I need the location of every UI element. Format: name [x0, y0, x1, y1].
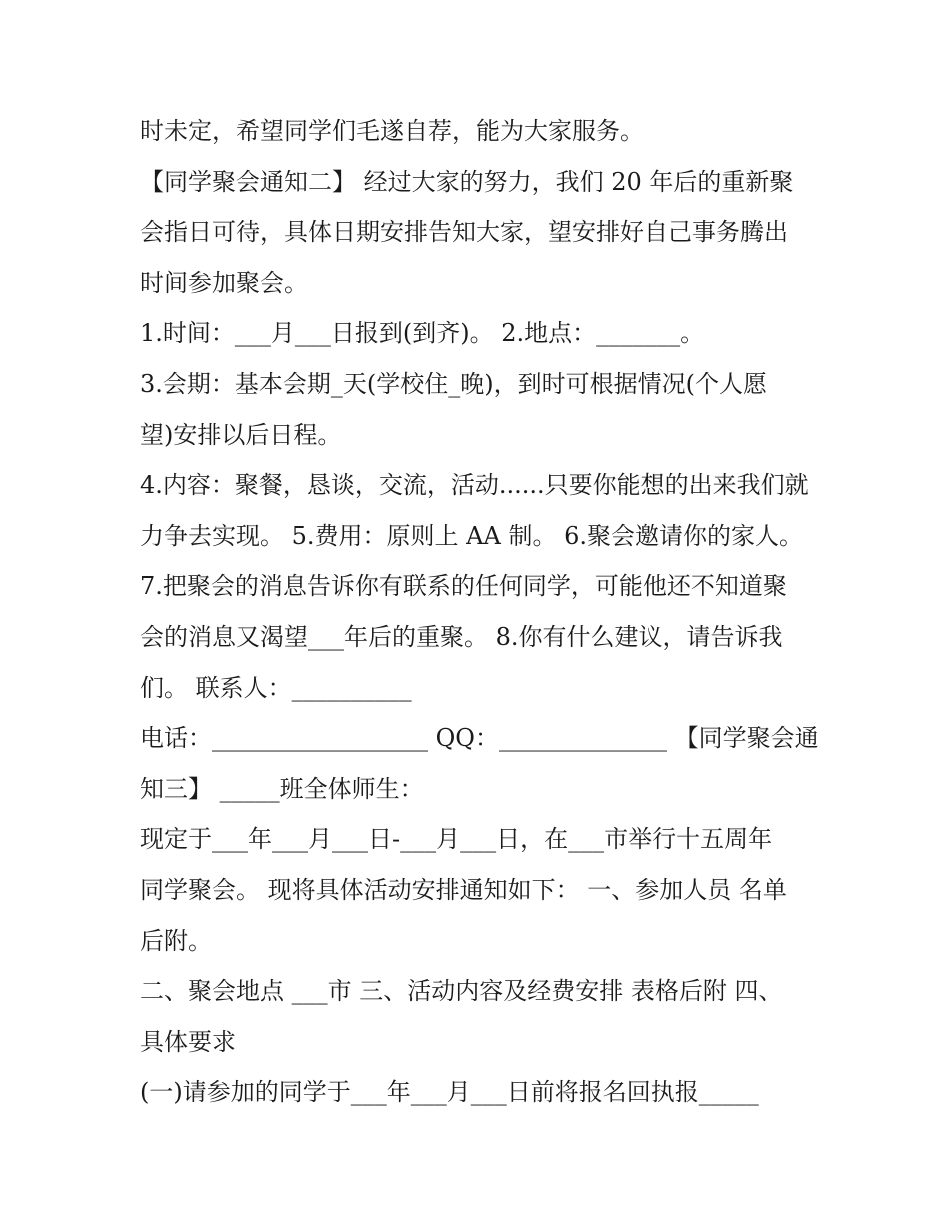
- text-line: 时间参加聚会。: [140, 268, 308, 297]
- document-body: [140, 106, 820, 1118]
- text-line: 时未定，希望同学们毛遂自荐，能为大家服务。: [140, 117, 644, 145]
- text-line: 1.时间：___月___日报到(到齐)。 2.地点：_______。: [140, 319, 705, 348]
- text-line: 4.内容：聚餐，恳谈，交流，活动......只要你能想的出来我们就: [140, 471, 809, 500]
- text-line: 们。 联系人：__________: [140, 673, 412, 702]
- text-line: 【同学聚会通知二】 经过大家的努力，我们 20 年后的重新聚: [140, 167, 794, 196]
- text-line: 电话：__________________ QQ：______________ 【同学聚会通: [140, 724, 819, 753]
- text-line: (一)请参加的同学于___年___月___日前将报名回执报_____: [140, 1078, 759, 1107]
- text-line: 具体要求: [140, 1027, 236, 1056]
- text-line: 知三】 _____班全体师生：: [140, 774, 424, 803]
- text-line: 会指日可待，具体日期安排告知大家，望安排好自己事务腾出: [140, 218, 788, 247]
- text-line: 7.把聚会的消息告诉你有联系的任何同学，可能他还不知道聚: [140, 572, 787, 601]
- text-line: 3.会期：基本会期_天(学校住_晚)，到时可根据情况(个人愿: [140, 369, 767, 398]
- text-line: 力争去实现。 5.费用：原则上 AA 制。 6.聚会邀请你的家人。: [140, 521, 803, 550]
- text-line: 同学聚会。 现将具体活动安排通知如下： 一、参加人员 名单: [140, 875, 787, 904]
- text-line: 望)安排以后日程。: [140, 420, 342, 449]
- text-line: 现定于___年___月___日-___月___日，在___市举行十五周年: [140, 825, 773, 854]
- text-line: 二、聚会地点 ___市 三、活动内容及经费安排 表格后附 四、: [140, 977, 783, 1006]
- text-line: 会的消息又渴望___年后的重聚。 8.你有什么建议，请告诉我: [140, 622, 783, 651]
- text-line: 后附。: [140, 926, 212, 955]
